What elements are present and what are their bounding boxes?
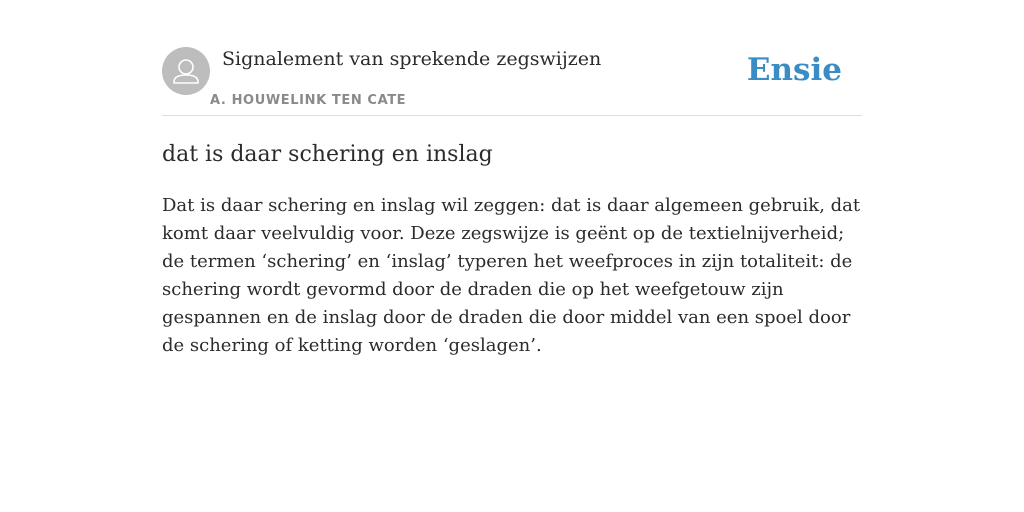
author-name[interactable]: A. HOUWELINK TEN CATE <box>210 93 407 108</box>
entry-title: dat is daar schering en inslag <box>162 142 493 167</box>
person-silhouette-icon <box>162 47 210 95</box>
avatar <box>162 47 210 95</box>
ensie-logo[interactable]: Ensie <box>746 52 842 88</box>
source-header <box>162 47 862 115</box>
divider <box>162 115 862 116</box>
source-title[interactable]: Signalement van sprekende zegswijzen <box>222 48 602 70</box>
entry-body: Dat is daar schering en inslag wil zeggen: dat is daar algemeen gebruik, dat komt daar veelvuldig voor. Deze zegswijze is geënt op de textielnijverheid; de termen ‘schering’ en ‘inslag’ typeren het weefproces in zijn totaliteit: de schering wordt gevormd door de draden die op het weefgetouw zijn gespannen en de inslag door de draden die door middel van een spoel door de schering of ketting worden ‘geslagen’. <box>162 195 861 356</box>
